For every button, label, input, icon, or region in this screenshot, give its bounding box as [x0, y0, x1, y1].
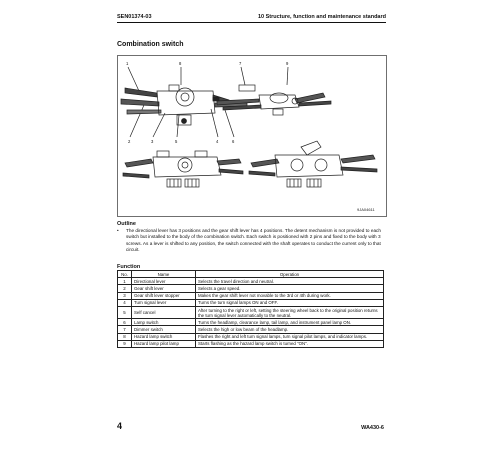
callout-2: 2	[128, 139, 131, 144]
row-no: 8	[118, 333, 132, 340]
doc-code: SEN01374-03	[117, 14, 152, 20]
table-row	[118, 326, 384, 333]
outline-paragraph	[117, 228, 383, 254]
row-no: 5	[118, 306, 132, 318]
bottom-left-drawing	[123, 151, 243, 187]
row-operation: After turning to the right or left, setting the steering wheel back to the original position returns the turn signal lever automatically to the neutral.	[196, 306, 384, 318]
row-operation: Flashes the right and left turn signal lamps, turn signal pilot lamps, and indicator lamps.	[196, 333, 384, 340]
callout-8: 8	[179, 61, 182, 66]
row-operation: Selects a gear speed.	[196, 285, 384, 292]
header-operation: Operation	[196, 271, 384, 278]
row-name: Self cancel	[132, 306, 196, 318]
row-name: Gear shift lever stopper	[132, 292, 196, 299]
table-row	[118, 299, 384, 306]
table-row	[118, 292, 384, 299]
table-row	[118, 319, 384, 326]
row-name: Dimmer switch	[132, 326, 196, 333]
row-operation: Selects the high or low beam of the headlamp.	[196, 326, 384, 333]
right-view-drawing	[217, 67, 331, 115]
callout-7: 7	[239, 61, 242, 66]
row-operation: Makes the gear shift lever not movable to the 3rd or 4th during work.	[196, 292, 384, 299]
callout-3: 3	[151, 139, 154, 144]
row-no: 2	[118, 285, 132, 292]
callout-5: 5	[175, 139, 178, 144]
row-operation: Selects the travel direction and neutral.	[196, 278, 384, 285]
function-heading: Function	[117, 264, 141, 270]
row-operation: Starts flashing as the hazard lamp switch is turned "ON".	[196, 340, 384, 347]
table-header-row	[118, 271, 384, 278]
row-name: Directional lever	[132, 278, 196, 285]
row-no: 7	[118, 326, 132, 333]
table-row	[118, 340, 384, 347]
row-operation: Turns the turn signal lamps ON and OFF.	[196, 299, 384, 306]
function-table	[117, 270, 384, 348]
page-header	[117, 14, 386, 23]
row-operation: Turns the headlamp, clearance lamp, tail lamp, and instrument panel lamp ON.	[196, 319, 384, 326]
row-name: Gear shift lever	[132, 285, 196, 292]
section-title: Combination switch	[117, 41, 184, 48]
row-no: 1	[118, 278, 132, 285]
row-name: Turn signal lever	[132, 299, 196, 306]
callout-9: 9	[286, 61, 289, 66]
table-row	[118, 333, 384, 340]
row-no: 4	[118, 299, 132, 306]
outline-heading: Outline	[117, 221, 136, 227]
row-no: 6	[118, 319, 132, 326]
callout-1: 1	[126, 61, 129, 66]
callout-4: 4	[216, 139, 219, 144]
outline-body: The directional lever has 3 positions and the gear shift lever has 4 positions. The detent mechanism is not provided to each switch but installed to the body of the combination switch. Each switch is positioned with 2 pins and fixed to the body with 3 screws. As a lever is shifted to any position, the switch connected with the shaft operates to conduct the current only to that circuit.	[126, 228, 382, 253]
row-no: 3	[118, 292, 132, 299]
row-name: Lamp switch	[132, 319, 196, 326]
row-name: Hazard lamp switch	[132, 333, 196, 340]
section-name: 10 Structure, function and maintenance standard	[257, 14, 386, 20]
row-name: Hazard lamp pilot lamp	[132, 340, 196, 347]
table-row	[118, 306, 384, 318]
bottom-right-drawing	[249, 141, 377, 187]
page-number: 4	[117, 421, 123, 431]
row-no: 9	[118, 340, 132, 347]
figure-code: 9JA04611	[357, 207, 375, 212]
page-footer	[117, 421, 384, 431]
combination-switch-figure	[117, 55, 387, 217]
callout-6: 6	[232, 139, 235, 144]
model-code: WA430-6	[361, 425, 384, 431]
header-name: Name	[132, 271, 196, 278]
header-no: No.	[118, 271, 132, 278]
bullet-marker: •	[117, 228, 119, 233]
table-row	[118, 285, 384, 292]
table-row	[118, 278, 384, 285]
